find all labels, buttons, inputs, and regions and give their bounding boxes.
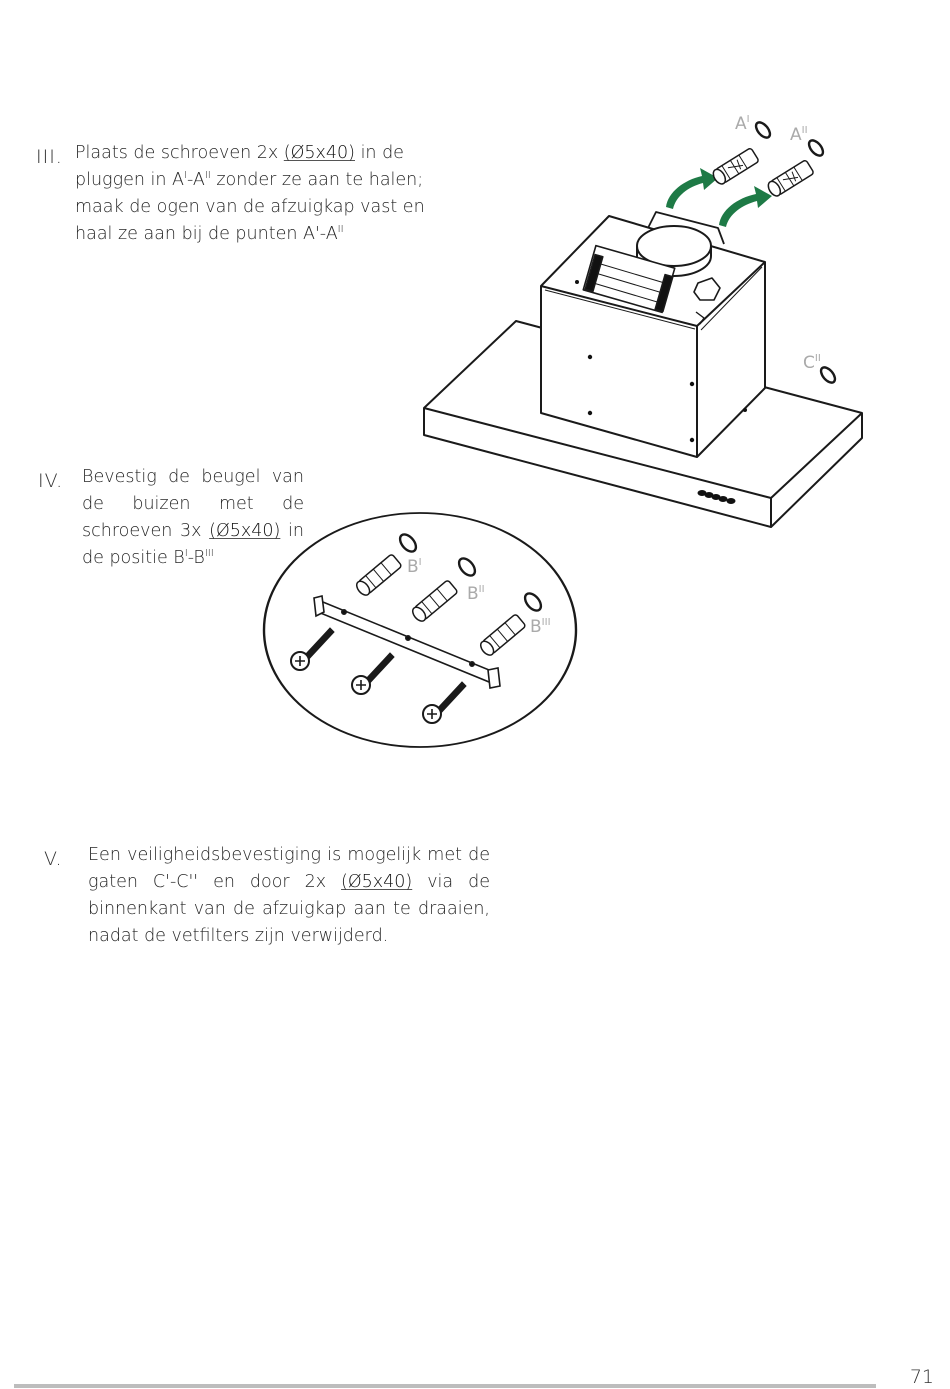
wall-plug-icon (711, 148, 759, 186)
page-number: 71 (909, 1366, 934, 1388)
footer-rule (14, 1384, 876, 1388)
control-buttons (698, 490, 736, 504)
step-text: Plaats de schroeven 2x (Ø5x40) in de pluggen in $A^I-A^{II}$ zonder ze aan te halen; maak de ogen van de afzuigkap vast en haal ze aan bij de punten $A'-A^{II}$ (75, 143, 425, 244)
hole-icon (806, 138, 825, 158)
screw-spec: (Ø5x40) (209, 521, 281, 541)
step-numeral: IV. (38, 470, 64, 492)
hole-icon (753, 120, 772, 140)
wall-plug-icon (354, 554, 402, 598)
label-c2: $C^{II}$ (803, 353, 821, 373)
wall-plug-icon (478, 614, 526, 658)
wall-plug-icon (410, 580, 458, 624)
hole-icon (818, 365, 837, 385)
step-text: Een veiligheidsbevestiging is mogelijk met de gaten C'-C'' en door 2x (Ø5x40) via de binnenkant van de afzuigkap aan te draaien, nadat de vetfilters zijn verwijderd. (88, 845, 490, 946)
label-b2: $B^{II}$ (467, 584, 485, 604)
step-text: Bevestig de beugel van de buizen met de schroeven 3x (Ø5x40) in de positie $B^I-B^{III}$ (82, 467, 304, 568)
label-a1: $A^I$ (735, 114, 750, 134)
tube-bracket (314, 596, 500, 688)
screw-icon (352, 653, 394, 694)
hood-illustration (0, 0, 950, 560)
step-numeral: V. (44, 848, 63, 870)
bracket-detail-illustration (250, 500, 590, 760)
hole-icon (456, 555, 478, 578)
arrow-icon (666, 168, 718, 209)
hole-icon (522, 590, 544, 613)
step-numeral: III. (36, 146, 63, 168)
label-a2: $A^{II}$ (790, 125, 808, 145)
screw-icon (291, 628, 334, 670)
hole-icon (397, 531, 419, 554)
label-b3: $B^{III}$ (530, 617, 551, 637)
wall-plug-icon (766, 160, 814, 198)
screw-icon (423, 682, 466, 723)
arrow-icon (719, 186, 772, 227)
screw-spec: (Ø5x40) (341, 872, 413, 892)
label-b1: $B^I$ (407, 557, 422, 577)
screw-spec: (Ø5x40) (283, 143, 355, 163)
